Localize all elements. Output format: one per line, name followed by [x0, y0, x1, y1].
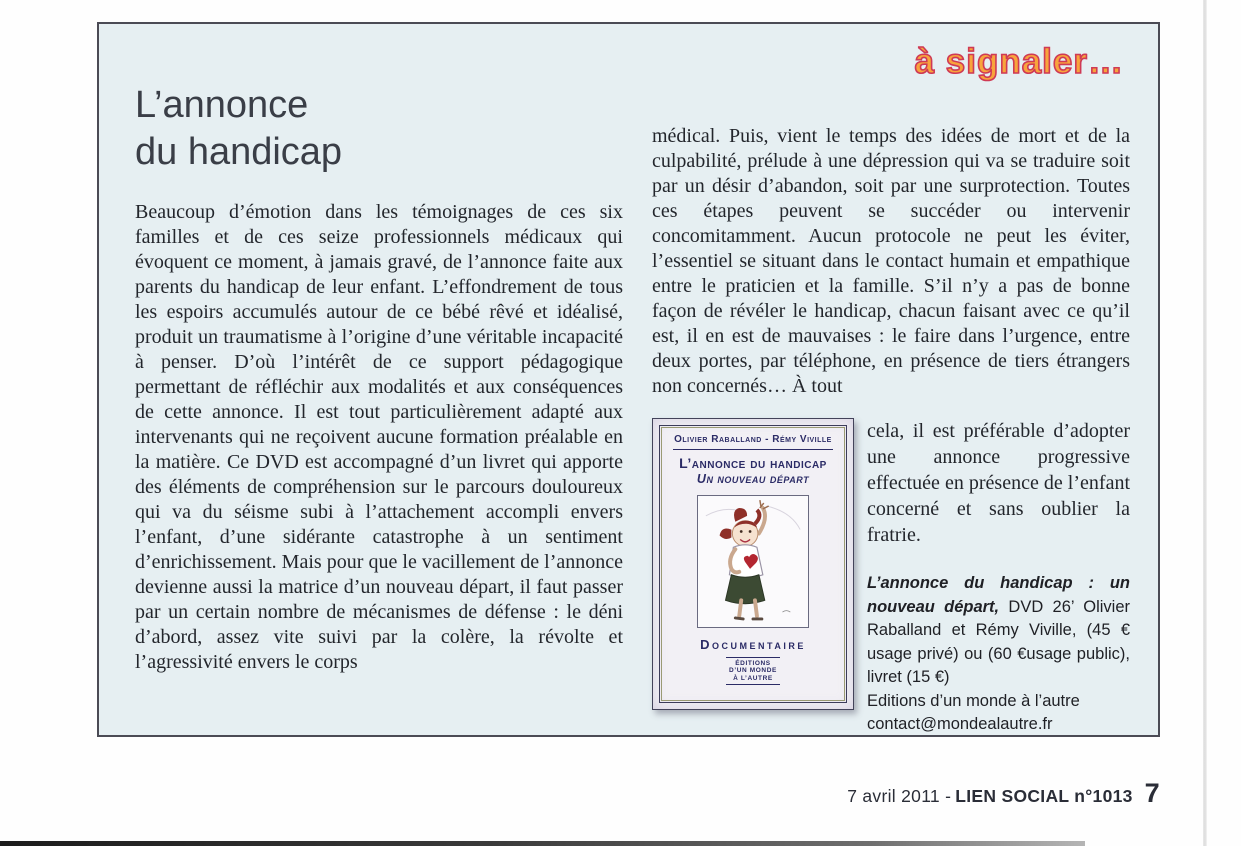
- caption-paragraph: [867, 572, 1130, 690]
- footer-date: 7 avril 2011 -: [847, 786, 952, 806]
- cover-publisher-line3: À L’AUTRE: [733, 674, 773, 682]
- caption-details: DVD 26’ Olivier Raballand et Rémy Viville, (45 € usage privé) ou (60 €usage public), livret (15 €): [867, 597, 1130, 686]
- article-title: [135, 82, 342, 176]
- dvd-cover-frame: [659, 425, 847, 703]
- cover-and-caption-row: [652, 418, 1130, 737]
- caption-title: L’annonce du handicap : un nouveau départ,: [867, 574, 1130, 616]
- article-title-line2: du handicap: [135, 131, 343, 173]
- cover-rule: [673, 449, 833, 450]
- cover-publisher-line2: D’UN MONDE: [729, 667, 777, 674]
- page-footer: [847, 778, 1160, 809]
- beside-cover-column: [867, 418, 1130, 737]
- dvd-cover: [652, 418, 854, 710]
- dvd-caption: [867, 572, 1130, 737]
- article-panel: [97, 22, 1160, 737]
- article-title-line1: L’annonce: [135, 84, 309, 126]
- section-badge: à signaler…: [914, 42, 1124, 81]
- right-column-continuation: cela, il est préférable d’adopter une annonce progressive effectuée en présence de l’enfant concerné et sans oublier la fratrie.: [867, 420, 1130, 546]
- scan-bottom-artifact: [0, 841, 1085, 846]
- cover-subtitle: Un nouveau départ: [696, 472, 810, 486]
- footer-journal-name: LIEN SOCIAL n°1013: [955, 786, 1133, 806]
- scan-page-edge-shadow: [1203, 0, 1207, 846]
- cover-publisher-logo: [726, 657, 780, 685]
- article-body-left-column: Beaucoup d’émotion dans les témoignages de ces six familles et de ces seize professionnels médicaux qui évoquent ce moment, à jamais gravé, de l’annonce faite aux parents du handicap de leur enfant. L’effondrement de tous les espoirs accumulés autour de ce bébé rêvé et idéalisé, produit un traumatisme à l’origine d’une véritable incapacité à penser. D’où l’intérêt de ce support pédagogique permettant de réfléchir aux modalités et aux conséquences de cette annonce. Il est tout particulièrement adapté aux intervenants qui ne reçoivent aucune formation préalable en la matière. Ce DVD est accompagné d’un livret qui apporte des éléments de compréhension sur le parcours douloureux qui va du séisme subi à l’attachement accompli envers l’enfant, d’une sidérante catastrophe à un sentiment d’enrichissement. Mais pour que le vacillement de l’annonce devienne aussi la matrice d’un nouveau départ, il faut passer par un certain nombre de mécanismes de défense : le déni d’abord, assez vite suivi par la colère, la révolte et l’agressivité envers le corps: [135, 201, 623, 673]
- cover-authors: Olivier Raballand - Rémy Viville: [674, 434, 832, 445]
- cover-child-illustration: [697, 495, 809, 628]
- footer-page-number: 7: [1144, 778, 1160, 808]
- caption-contact-email: contact@mondealautre.fr: [867, 715, 1053, 733]
- article-body-right-column: [652, 124, 1130, 737]
- right-column-paragraph: médical. Puis, vient le temps des idées de mort et de la culpabilité, prélude à une dépression qui va se traduire soit par un désir d’abandon, soit par une surprotection. Toutes ces étapes peuvent se succéder ou intervenir concomitamment. Aucun protocole ne peut les éviter, l’essentiel se situant dans le contact humain et empathique entre le praticien et la famille. S’il n’y a pas de bonne façon de révéler le handicap, chacun faisant avec ce qu’il est, il en est de mauvaises : le faire dans l’urgence, entre deux portes, par téléphone, en présence de tiers étrangers non concernés… À tout: [652, 125, 1130, 397]
- cover-genre: Documentaire: [700, 637, 806, 652]
- caption-publisher: Editions d’un monde à l’autre: [867, 691, 1080, 710]
- cover-title: L’annonce du handicap: [679, 455, 827, 471]
- cover-publisher-line1: ÉDITIONS: [735, 659, 771, 667]
